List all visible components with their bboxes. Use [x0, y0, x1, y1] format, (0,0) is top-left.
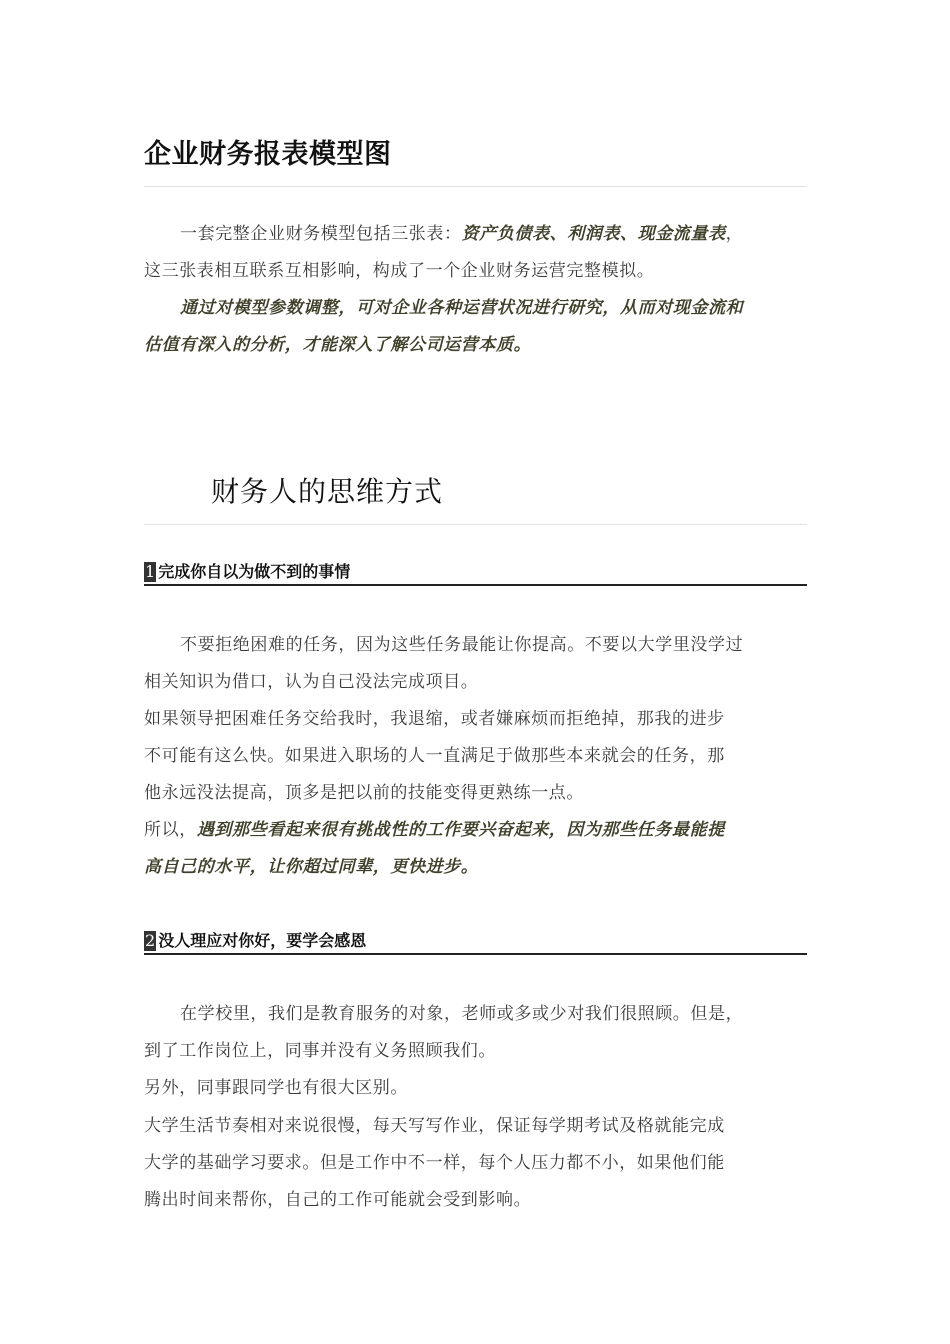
- section-2-line: 到了工作岗位上，同事并没有义务照顾我们。: [144, 1041, 496, 1061]
- title-divider: [144, 186, 807, 187]
- section-1-emphasis-line-1: 所以，遇到那些看起来很有挑战性的工作要兴奋起来，因为那些任务最能提: [144, 820, 725, 840]
- section-2-number: 2: [145, 931, 156, 950]
- section-2-line: 大学的基础学习要求。但是工作中不一样，每个人压力都不小，如果他们能: [144, 1153, 725, 1173]
- section-1-line: 如果领导把困难任务交给我时，我退缩，或者嫌麻烦而拒绝掉，那我的进步: [144, 709, 725, 729]
- section-1-line: 相关知识为借口，认为自己没法完成项目。: [144, 672, 479, 692]
- intro-emphasis-line-2: 估值有深入的分析，才能深入了解公司运营本质。: [144, 335, 532, 355]
- section-1-emphasis-prefix: 所以，: [144, 820, 197, 840]
- intro-line-1: [144, 216, 807, 253]
- section-2-line: 另外，同事跟同学也有很大区别。: [144, 1078, 408, 1098]
- document-title: 企业财务报表模型图: [144, 139, 392, 170]
- section-2-heading: [144, 931, 807, 955]
- section-2-line: 腾出时间来帮你，自己的工作可能就会受到影响。: [144, 1190, 532, 1210]
- section-1-number: 1: [145, 562, 156, 581]
- section-2-heading-text: 没人理应对你好，要学会感恩: [158, 931, 367, 950]
- intro-plain-text: 一套完整企业财务模型包括三张表：: [180, 224, 462, 244]
- section-1-line: 不要拒绝困难的任务，因为这些任务最能让你提高。不要以大学里没学过: [180, 635, 744, 655]
- section-2-line: 大学生活节奏相对来说很慢，每天写写作业，保证每学期考试及格就能完成: [144, 1116, 725, 1136]
- section-1-emphasis-line-2: 高自己的水平，让你超过同辈，更快进步。: [144, 857, 479, 877]
- intro-emphasis-line-1: 通过对模型参数调整，可对企业各种运营状况进行研究，从而对现金流和: [180, 298, 744, 318]
- section-1-line: 不可能有这么快。如果进入职场的人一直满足于做那些本来就会的任务，那: [144, 746, 725, 766]
- section-title-divider: [144, 524, 807, 525]
- intro-comma: ，: [725, 224, 744, 244]
- intro-line-2: 这三张表相互联系互相影响，构成了一个企业财务运营完整模拟。: [144, 261, 655, 281]
- section-1-line: 他永远没法提高，顶多是把以前的技能变得更熟练一点。: [144, 783, 584, 803]
- intro-emphasis-tables: 资产负债表、利润表、现金流量表: [461, 224, 726, 244]
- section-2-line: 在学校里，我们是教育服务的对象，老师或多或少对我们很照顾。但是，: [180, 1004, 744, 1024]
- section-1-heading-text: 完成你自以为做不到的事情: [158, 562, 351, 581]
- section-title: 财务人的思维方式: [211, 475, 444, 508]
- section-1-heading: [144, 562, 807, 586]
